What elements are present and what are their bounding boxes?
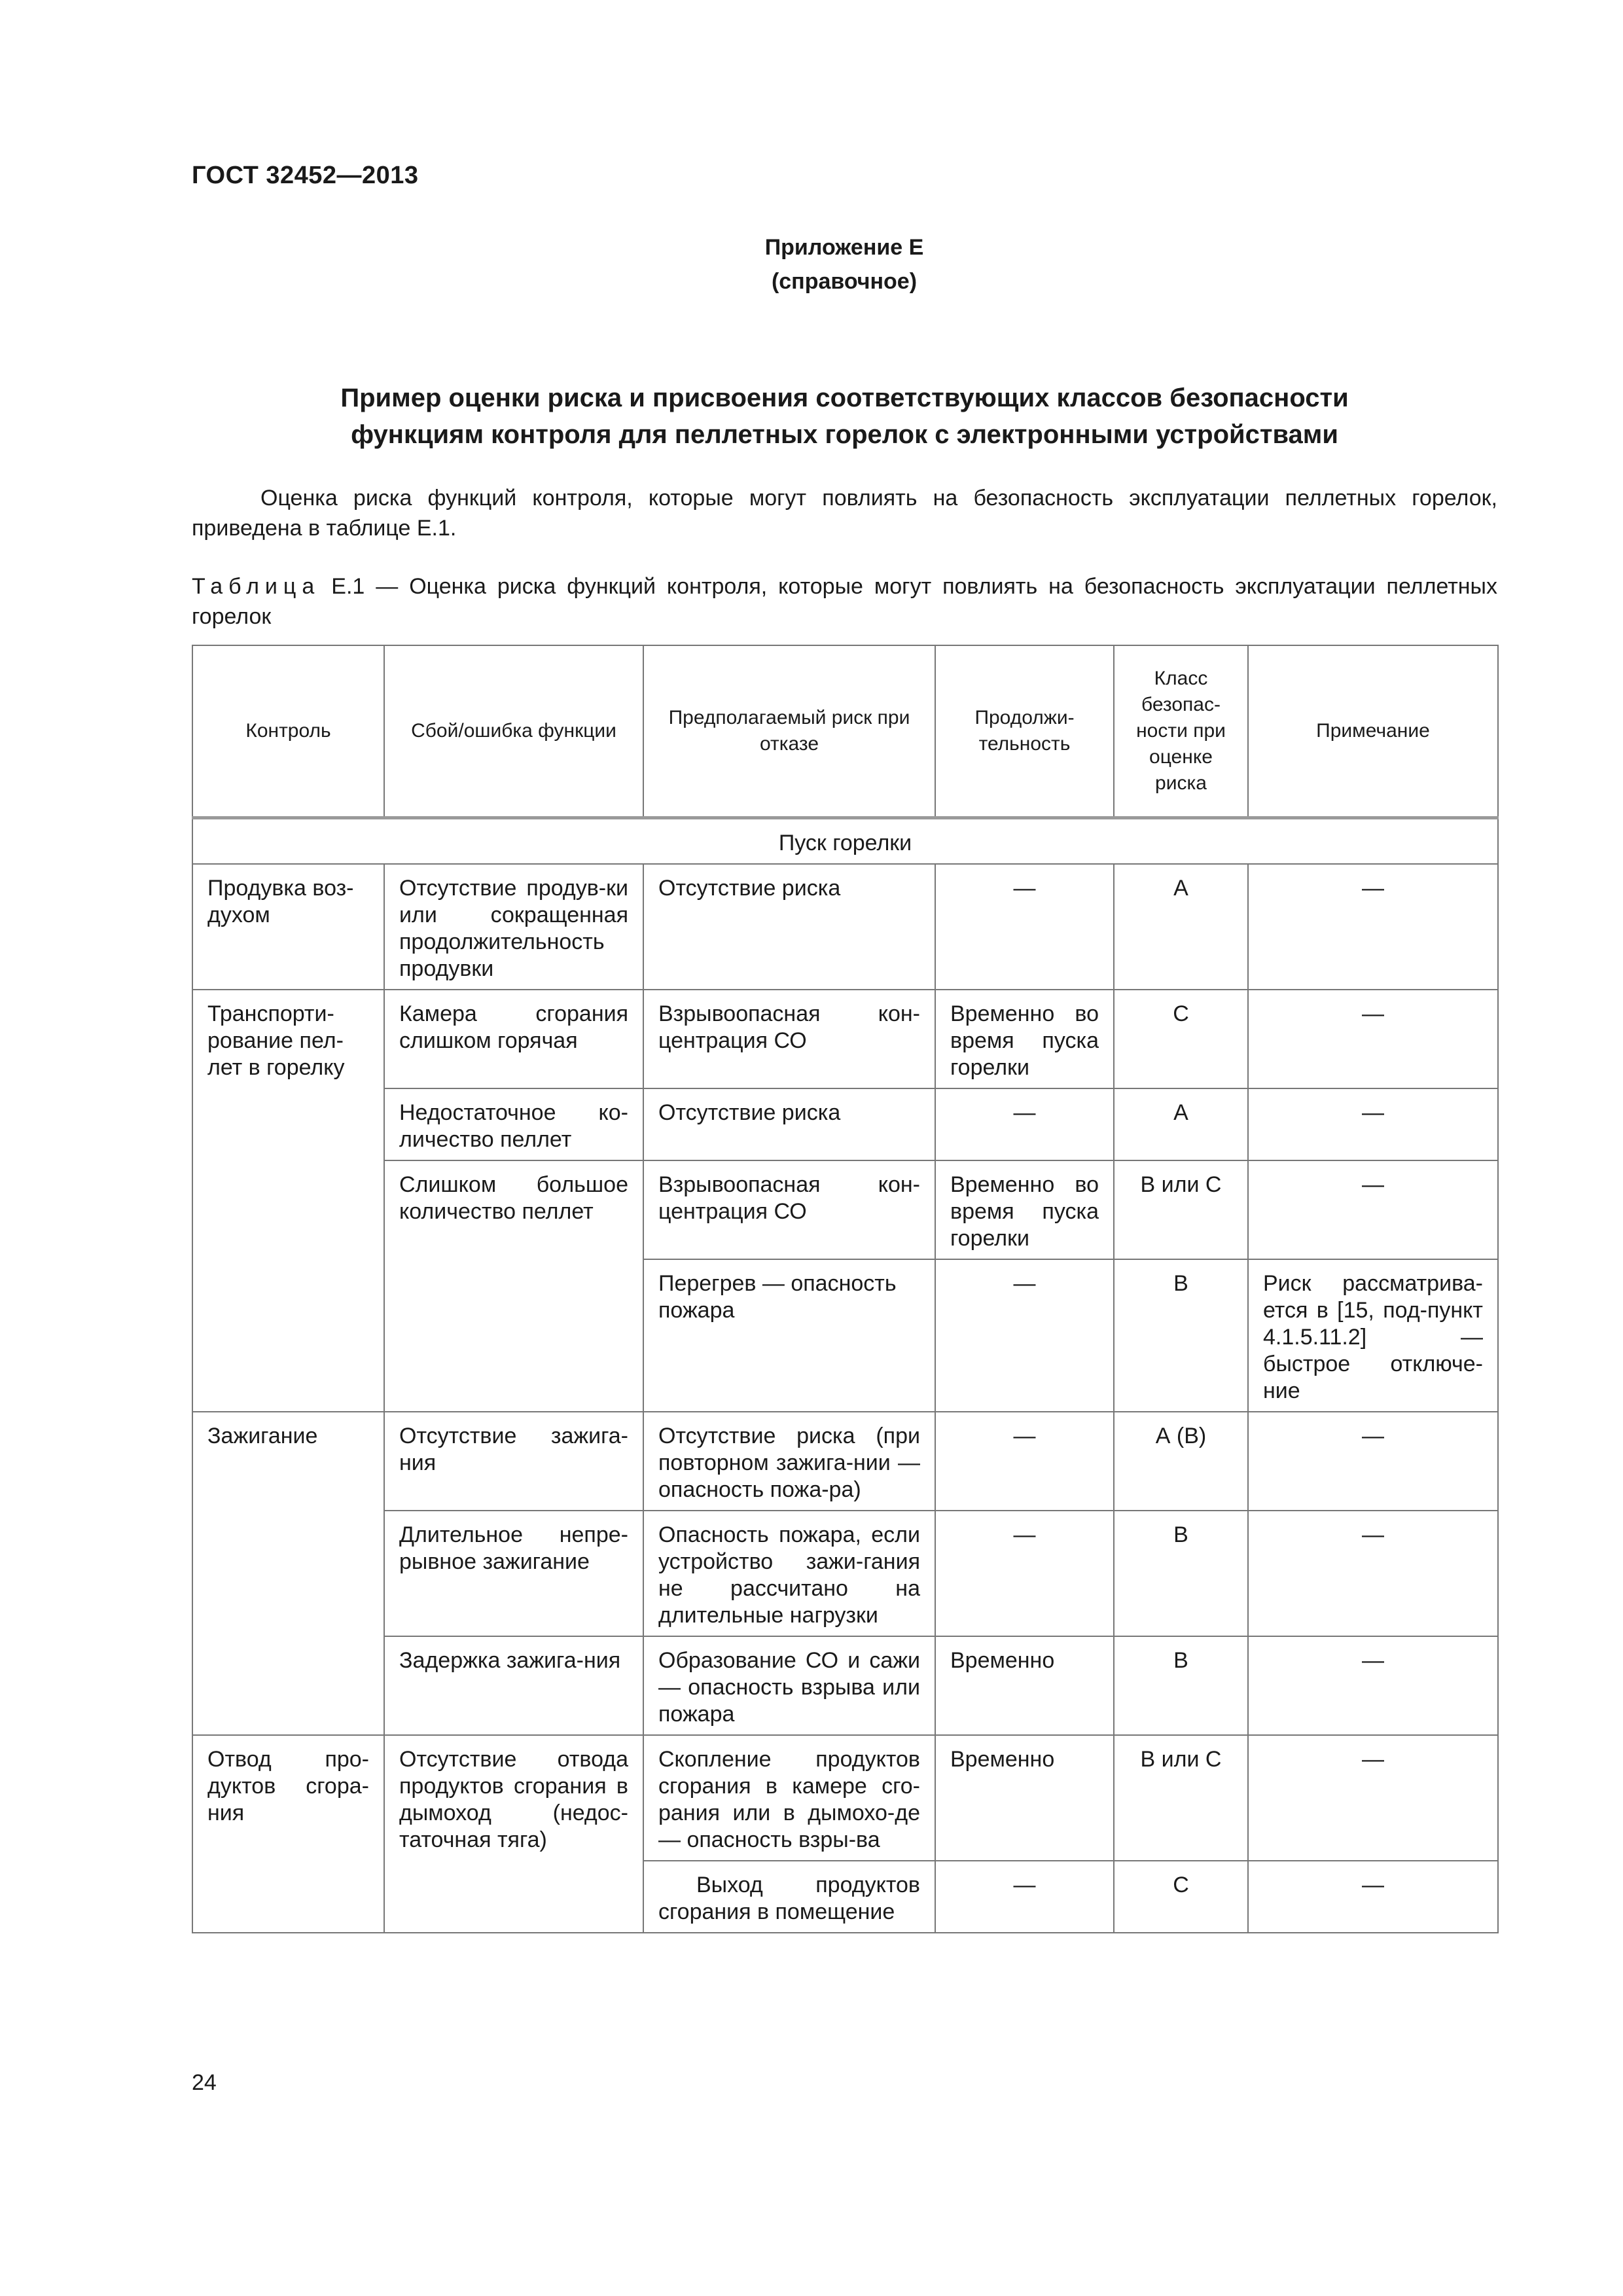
section-title: Пуск горелки	[192, 818, 1498, 865]
cell-duration: —	[935, 1259, 1114, 1412]
cell-safety-class: А	[1114, 864, 1248, 990]
page-number: 24	[192, 2070, 217, 2095]
cell-failure: Задержка зажига-ния	[384, 1636, 643, 1735]
cell-risk: Скопление продуктов сгорания в камере сго-рания или в дымохо-де — опасность взры-ва	[643, 1735, 935, 1861]
cell-risk: Опасность пожара, если устройство зажи-гания не рассчитано на длительные нагрузки	[643, 1511, 935, 1636]
cell-risk: Выход продуктов сгорания в помещение	[643, 1861, 935, 1933]
cell-risk: Отсутствие риска	[643, 1088, 935, 1160]
cell-note: —	[1248, 864, 1498, 990]
cell-risk: Взрывоопасная кон-центрация СО	[643, 1160, 935, 1259]
cell-note: —	[1248, 1511, 1498, 1636]
cell-duration: Временно	[935, 1636, 1114, 1735]
cell-note: —	[1248, 1088, 1498, 1160]
cell-safety-class: В	[1114, 1511, 1248, 1636]
header-risk: Предполагаемый риск при отказе	[643, 645, 935, 818]
table-caption-label: Таблица	[192, 574, 321, 599]
cell-safety-class: В	[1114, 1259, 1248, 1412]
document-title-line-1: Пример оценки риска и присвоения соответствующих классов безопасности	[340, 384, 1349, 412]
cell-control: Отвод про-дуктов сгора-ния	[192, 1735, 384, 1933]
risk-assessment-table	[192, 645, 1499, 1933]
cell-failure: Отсутствие отвода продуктов сгорания в дымоход (недос-таточная тяга)	[384, 1735, 643, 1933]
table-row	[192, 1636, 1498, 1735]
cell-risk: Образование СО и сажи — опасность взрыва или пожара	[643, 1636, 935, 1735]
cell-note: —	[1248, 1861, 1498, 1933]
cell-failure: Отсутствие зажига-ния	[384, 1412, 643, 1511]
cell-failure: Отсутствие продув-ки или сокращенная продолжительность продувки	[384, 864, 643, 990]
cell-safety-class: В или С	[1114, 1160, 1248, 1259]
cell-note: —	[1248, 1636, 1498, 1735]
cell-note: Риск рассматрива-ется в [15, под-пункт 4.1.5.11.2] — быстрое отключе-ние	[1248, 1259, 1498, 1412]
header-note: Примечание	[1248, 645, 1498, 818]
cell-note: —	[1248, 1412, 1498, 1511]
header-failure: Сбой/ошибка функции	[384, 645, 643, 818]
annex-title: Приложение Е	[764, 235, 924, 260]
table-caption	[192, 571, 1497, 632]
cell-safety-class: В или С	[1114, 1735, 1248, 1861]
cell-safety-class: А (В)	[1114, 1412, 1248, 1511]
cell-control: Зажигание	[192, 1412, 384, 1735]
intro-paragraph: Оценка риска функций контроля, которые могут повлиять на безопасность эксплуатации пеллетных горелок, приведена в таблице Е.1.	[192, 486, 1497, 541]
annex-note: (справочное)	[771, 269, 918, 294]
header-duration: Продолжи-тельность	[935, 645, 1114, 818]
cell-failure: Камера сгорания слишком горячая	[384, 990, 643, 1088]
cell-safety-class: С	[1114, 1861, 1248, 1933]
cell-duration: —	[935, 1412, 1114, 1511]
cell-risk: Взрывоопасная кон-центрация СО	[643, 990, 935, 1088]
annex-heading	[0, 230, 1623, 298]
header-control: Контроль	[192, 645, 384, 818]
cell-risk: Отсутствие риска	[643, 864, 935, 990]
cell-safety-class: С	[1114, 990, 1248, 1088]
cell-control: Транспорти-рование пел-лет в горелку	[192, 990, 384, 1412]
cell-risk: Отсутствие риска (при повторном зажига-нии — опасность пожа-ра)	[643, 1412, 935, 1511]
table-row	[192, 990, 1498, 1088]
cell-duration: —	[935, 864, 1114, 990]
cell-risk: Перегрев — опасность пожара	[643, 1259, 935, 1412]
cell-note: —	[1248, 1160, 1498, 1259]
cell-duration: —	[935, 1861, 1114, 1933]
document-header: ГОСТ 32452—2013	[192, 162, 419, 189]
table-row	[192, 1511, 1498, 1636]
document-title-line-2: функциям контроля для пеллетных горелок с электронными устройствами	[351, 420, 1338, 449]
table-row	[192, 1160, 1498, 1259]
cell-duration: —	[935, 1088, 1114, 1160]
cell-failure: Слишком большое количество пеллет	[384, 1160, 643, 1412]
document-title	[192, 380, 1497, 453]
table-row	[192, 1088, 1498, 1160]
cell-failure: Длительное непре-рывное зажигание	[384, 1511, 643, 1636]
cell-safety-class: В	[1114, 1636, 1248, 1735]
cell-note: —	[1248, 1735, 1498, 1861]
header-safety-class: Класс безопас-ности при оценке риска	[1114, 645, 1248, 818]
table-section-row	[192, 818, 1498, 865]
cell-control: Продувка воз-духом	[192, 864, 384, 990]
cell-duration: Временно во время пуска горелки	[935, 990, 1114, 1088]
cell-duration: Временно во время пуска горелки	[935, 1160, 1114, 1259]
table-row	[192, 1412, 1498, 1511]
table-caption-text: Е.1 — Оценка риска функций контроля, которые могут повлиять на безопасность эксплуатации пеллетных горелок	[192, 574, 1497, 629]
table-header-row	[192, 645, 1498, 818]
table-row	[192, 864, 1498, 990]
cell-duration: Временно	[935, 1735, 1114, 1861]
cell-duration: —	[935, 1511, 1114, 1636]
cell-safety-class: А	[1114, 1088, 1248, 1160]
table-row	[192, 1735, 1498, 1861]
cell-note: —	[1248, 990, 1498, 1088]
cell-failure: Недостаточное ко-личество пеллет	[384, 1088, 643, 1160]
